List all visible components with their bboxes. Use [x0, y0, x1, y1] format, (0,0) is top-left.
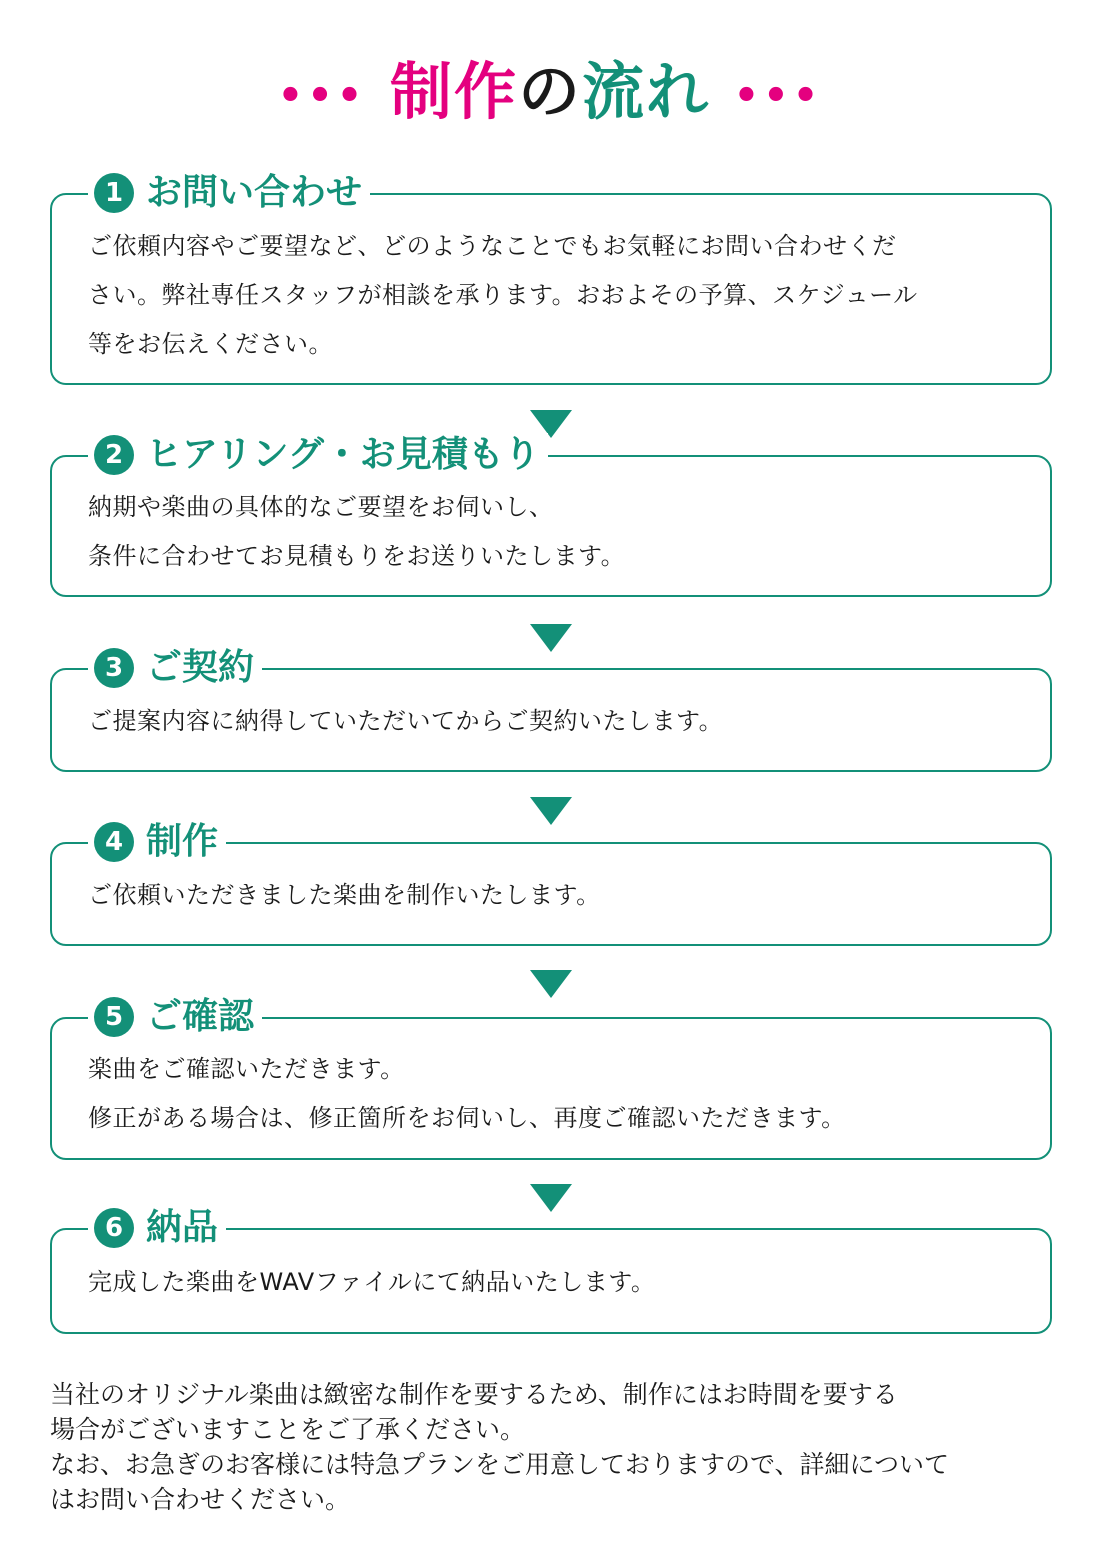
step-body	[88, 222, 1022, 369]
step-body	[88, 483, 1022, 581]
step-text-line: ご依頼内容やご要望など、どのようなことでもお気軽にお問い合わせくだ	[88, 232, 897, 260]
footer-line: はお問い合わせください。	[50, 1485, 351, 1514]
footer-note	[50, 1377, 1060, 1517]
step-text-line: 等をお伝えください。	[88, 330, 333, 358]
step-text-line: 納期や楽曲の具体的なご要望をお伺いし、	[88, 493, 554, 521]
step-text-line: ご依頼いただきました楽曲を制作いたします。	[88, 881, 601, 909]
step-text-line: さい。弊社専任スタッフが相談を承ります。おおよその予算、スケジュール	[88, 281, 918, 309]
title-part-2: の	[517, 55, 582, 128]
step-2	[50, 433, 1052, 597]
step-text-line: ご提案内容に納得していただいてからご契約いたします。	[88, 707, 724, 735]
step-title: ご確認	[146, 996, 255, 1037]
step-number-badge: 6	[94, 1208, 134, 1248]
footer-line: 当社のオリジナル楽曲は緻密な制作を要するため、制作にはお時間を要する	[50, 1380, 898, 1409]
page-title	[0, 52, 1100, 136]
down-arrow-icon	[530, 970, 572, 998]
step-heading	[88, 433, 548, 477]
step-body	[88, 871, 1022, 920]
step-5	[50, 995, 1052, 1160]
step-heading	[88, 820, 226, 864]
step-number-badge: 2	[94, 435, 134, 475]
step-text-line: 条件に合わせてお見積もりをお送りいたします。	[88, 542, 626, 570]
step-heading	[88, 1206, 226, 1250]
step-body	[88, 1258, 1022, 1307]
step-number-badge: 3	[94, 648, 134, 688]
step-body	[88, 697, 1022, 746]
step-heading	[88, 171, 370, 215]
step-title: 制作	[146, 821, 219, 862]
step-number-badge: 5	[94, 997, 134, 1037]
decorative-dots-left: •••	[277, 72, 367, 119]
step-text-line: 完成した楽曲をWAVファイルにて納品いたします。	[88, 1268, 656, 1296]
step-number-badge: 4	[94, 822, 134, 862]
title-part-3: 流れ	[582, 55, 711, 128]
step-3	[50, 646, 1052, 772]
step-heading	[88, 995, 262, 1039]
footer-line: なお、お急ぎのお客様には特急プランをご用意しておりますので、詳細について	[50, 1450, 950, 1479]
step-title: ヒアリング・お見積もり	[146, 434, 540, 475]
step-1	[50, 171, 1052, 385]
step-heading	[88, 646, 262, 690]
footer-line: 場合がございますことをご了承ください。	[50, 1415, 526, 1444]
step-title: お問い合わせ	[146, 172, 363, 213]
title-part-1: 制作	[389, 55, 518, 128]
step-title: 納品	[146, 1207, 219, 1248]
decorative-dots-right: •••	[733, 72, 823, 119]
step-6	[50, 1206, 1052, 1334]
step-text-line: 楽曲をご確認いただきます。	[88, 1055, 405, 1083]
step-body	[88, 1045, 1022, 1143]
step-4	[50, 820, 1052, 946]
step-title: ご契約	[146, 647, 255, 688]
step-number-badge: 1	[94, 173, 134, 213]
step-text-line: 修正がある場合は、修正箇所をお伺いし、再度ご確認いただきます。	[88, 1104, 846, 1132]
